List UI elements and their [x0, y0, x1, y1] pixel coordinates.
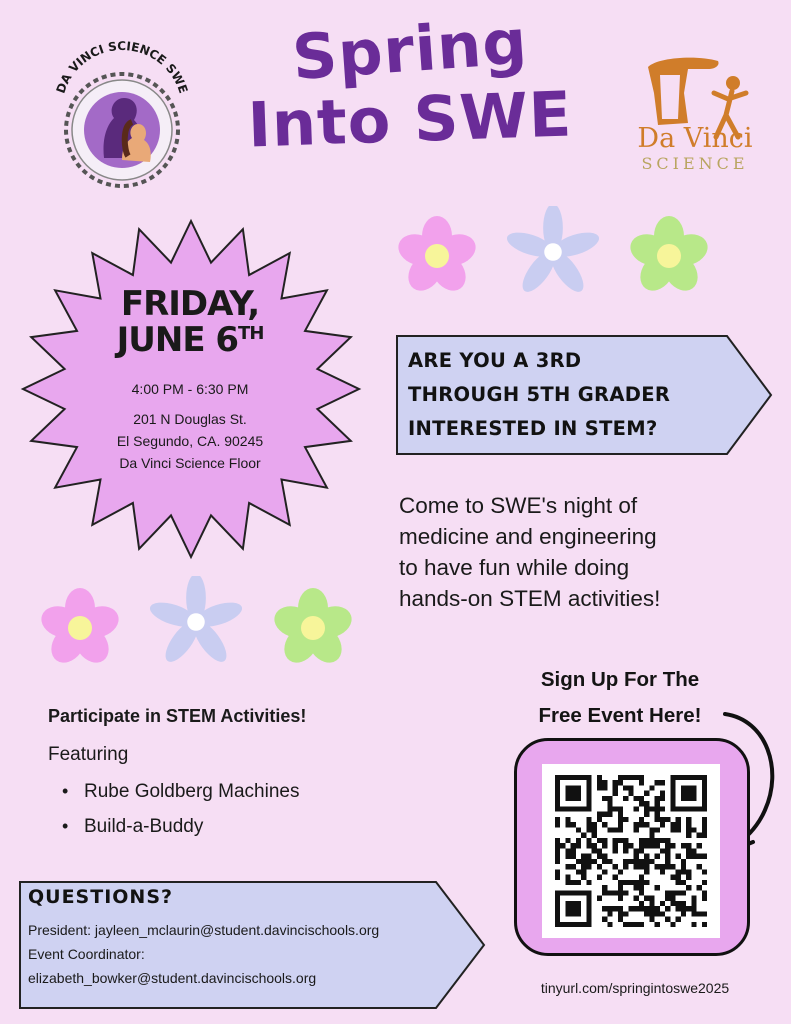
coordinator-label: Event Coordinator: [28, 946, 145, 962]
list-item: • Build-a-Buddy [62, 809, 299, 844]
pink-flower-icon [395, 214, 479, 298]
blue-flower-icon [150, 576, 242, 668]
signup-url[interactable]: tinyurl.com/springintoswe2025 [540, 980, 730, 996]
green-flower-icon [627, 214, 711, 298]
signup-line-2: Free Event Here! [538, 704, 702, 727]
swe-logo-text: DA VINCI SCIENCE SWE [53, 38, 191, 96]
contact-info [28, 918, 478, 990]
activities-heading: Participate in STEM Activities! [48, 706, 307, 726]
description-line-1: Come to SWE's night of [399, 493, 638, 518]
signup-line-1: Sign Up For The [540, 668, 700, 691]
green-flower-icon [271, 586, 355, 670]
questions-heading: QUESTIONS? [28, 886, 174, 908]
event-title [240, 4, 580, 162]
event-time: 4:00 PM - 6:30 PM [131, 381, 249, 397]
grade-question-text [408, 344, 728, 446]
date-suffix: TH [238, 323, 264, 344]
question-line-1: ARE YOU A 3RD [408, 349, 582, 372]
question-line-2: THROUGH 5TH GRADER [408, 383, 671, 406]
description-line-3: to have fun while doing [399, 555, 630, 580]
event-details [80, 378, 300, 474]
signup-heading [515, 662, 725, 734]
coordinator-email[interactable]: elizabeth_bowker@student.davincischools.org [28, 970, 317, 986]
activity-list [62, 774, 299, 844]
school-logo-name: Da Vinci [637, 123, 753, 154]
title-line-1: Spring [290, 4, 530, 95]
featuring-label: Featuring [48, 744, 129, 765]
question-line-3: INTERESTED IN STEM? [408, 417, 658, 440]
address-line-2: El Segundo, CA. 90245 [116, 433, 264, 449]
date-line-2 [60, 322, 320, 358]
pink-flower-icon [38, 586, 122, 670]
date-day: JUNE 6 [116, 320, 239, 360]
president-contact[interactable]: President: jayleen_mclaurin@student.davincischools.org [28, 922, 380, 938]
date-line-1: FRIDAY, [120, 284, 260, 324]
blue-flower-icon [507, 206, 599, 298]
address-line-3: Da Vinci Science Floor [119, 455, 261, 471]
swe-club-logo [52, 30, 192, 190]
event-date [60, 286, 320, 358]
title-line-2: Into SWE [246, 77, 574, 162]
school-logo-sub: SCIENCE [641, 154, 749, 173]
qr-code-icon[interactable] [553, 775, 709, 927]
description-line-4: hands-on STEM activities! [399, 586, 661, 611]
address-line-1: 201 N Douglas St. [133, 411, 247, 427]
event-description [399, 490, 759, 614]
list-item: • Rube Goldberg Machines [62, 774, 299, 809]
description-line-2: medicine and engineering [399, 524, 657, 549]
